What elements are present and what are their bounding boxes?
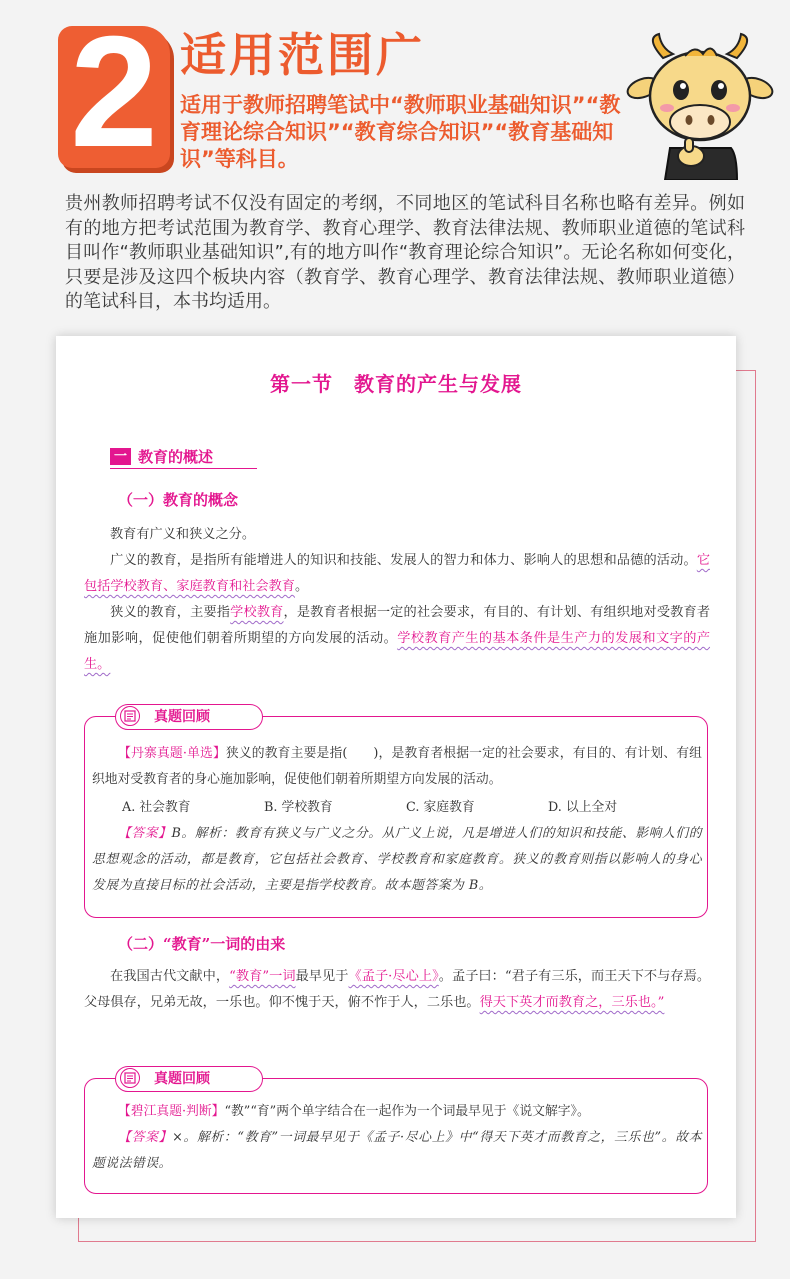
highlight-school-education: 学校教育 xyxy=(230,605,284,620)
highlight-third-joy: 得天下英才而教育之，三乐也。” xyxy=(479,995,665,1010)
review-1-answer-tag: 【答案】 xyxy=(118,826,172,841)
review-1-source: 【丹寨真题·单选】 xyxy=(118,746,226,761)
notepad-icon xyxy=(120,706,140,726)
book-page xyxy=(56,336,736,1218)
review-2-question-text: “教”“育”两个单字结合在一起作为一个词最早见于《说文解字》。 xyxy=(224,1104,590,1119)
option-d: D. 以上全对 xyxy=(548,800,618,815)
paragraph-4 xyxy=(84,964,710,1016)
review-1-answer-text: B。解析：教育有狭义与广义之分。从广义上说，凡是增进人们的知识和技能、影响人们的思想观念的活动，都是教育，它包括社会教育、学校教育和家庭教育。狭义的教育则指以影响人的身心发展为直接目标的社会活动，主要是指学校教育。故本题答案为 B。 xyxy=(92,826,702,893)
review-tag-2 xyxy=(115,1066,263,1092)
review-box-2 xyxy=(84,1071,708,1194)
paragraph-3 xyxy=(84,600,710,678)
paragraph-2 xyxy=(84,548,710,600)
option-a: A. 社会教育 xyxy=(122,800,191,815)
highlight-broad-education: 它包括学校教育、家庭教育和社会教育 xyxy=(84,553,710,594)
paragraph-4-text-b: 最早见于 xyxy=(295,969,349,984)
subheading-concept: （一）教育的概念 xyxy=(118,491,239,509)
paragraph-3-text-a: 狭义的教育，主要指 xyxy=(110,605,231,620)
paragraph-4-text-a: 在我国古代文献中， xyxy=(110,969,230,984)
review-box-1 xyxy=(84,709,708,918)
paragraph-1 xyxy=(84,522,710,548)
review-1-answer xyxy=(92,821,702,899)
feature-title: 适用范围广 xyxy=(180,28,425,82)
review-2-source: 【碧江真题·判断】 xyxy=(118,1104,225,1119)
option-b: B. 学校教育 xyxy=(264,800,333,815)
review-2-answer xyxy=(92,1125,702,1177)
heading-text: 教育的概述 xyxy=(138,448,214,466)
highlight-term-education: “教育”一词 xyxy=(229,969,296,984)
review-label-1: 真题回顾 xyxy=(154,709,210,725)
review-2-question xyxy=(92,1099,702,1125)
feature-subtitle: 适用于教师招聘笔试中“教师职业基础知识”“教育理论综合知识”“教育综合知识”“教育基础知识”等科目。 xyxy=(180,93,621,171)
chapter-heading xyxy=(110,446,257,469)
highlight-mencius: 《孟子·尽心上》 xyxy=(348,969,439,984)
paragraph-2-text: 广义的教育，是指所有能增进人的知识和技能、发展人的智力和体力、影响人的思想和品德的活动。 xyxy=(110,553,697,568)
review-tag-1 xyxy=(115,704,263,730)
subheading-origin: （二）“教育”一词的由来 xyxy=(118,935,286,953)
review-label-2: 真题回顾 xyxy=(154,1071,210,1087)
paragraph-2-end: 。 xyxy=(295,579,309,594)
highlight-school-conditions: 学校教育产生的基本条件是生产力的发展和文字的产生。 xyxy=(84,631,711,672)
paragraph-4-text-c: 。孟子曰：“君子有三乐，而王天下不与存焉。父母俱存，兄弟无故，一乐也。仰不愧于天，俯不怍于人，二乐也。 xyxy=(84,969,711,1010)
paragraph-3-text-b: ，是教育者根据一定的社会要求，有目的、有计划、有组织地对受教育者施加影响，促使他们朝着所期望的方向发展的活动。 xyxy=(84,605,711,646)
notepad-icon xyxy=(120,1068,140,1088)
option-c: C. 家庭教育 xyxy=(406,800,475,815)
intro-paragraph: 贵州教师招聘考试不仅没有固定的考纲，不同地区的笔试科目名称也略有差异。例如有的地方把考试范围为教育学、教育心理学、教育法律法规、教师职业道德的笔试科目叫作“教师职业基础知识”,有的地方叫作“教育理论综合知识”。无论名称如何变化，只要是涉及这四个板块内容（教育学、教育心理学、教育法律法规、教师职业道德）的笔试科目，本书均适用。 xyxy=(65,193,745,312)
section-number-badge xyxy=(58,4,170,180)
paragraph-1-text: 教育有广义和狭义之分。 xyxy=(110,527,256,542)
review-1-question xyxy=(92,741,702,793)
review-1-question-text: 狭义的教育主要是指( )，是教育者根据一定的社会要求，有目的、有计划、有组织地对受教育者的身心施加影响，促使他们朝着所期望方向发展的活动。 xyxy=(92,746,702,787)
cow-mascot-icon xyxy=(625,30,775,180)
section-number: 2 xyxy=(70,4,158,180)
section-title: 第一节 教育的产生与发展 xyxy=(270,372,522,396)
review-2-answer-tag: 【答案】 xyxy=(118,1130,173,1145)
review-1-options xyxy=(92,795,702,821)
heading-number-box: 一 xyxy=(110,448,131,465)
review-2-answer-text: ×。解析：“教育”一词最早见于《孟子·尽心上》中“得天下英才而教育之，三乐也”。故本题说法错误。 xyxy=(92,1130,702,1171)
